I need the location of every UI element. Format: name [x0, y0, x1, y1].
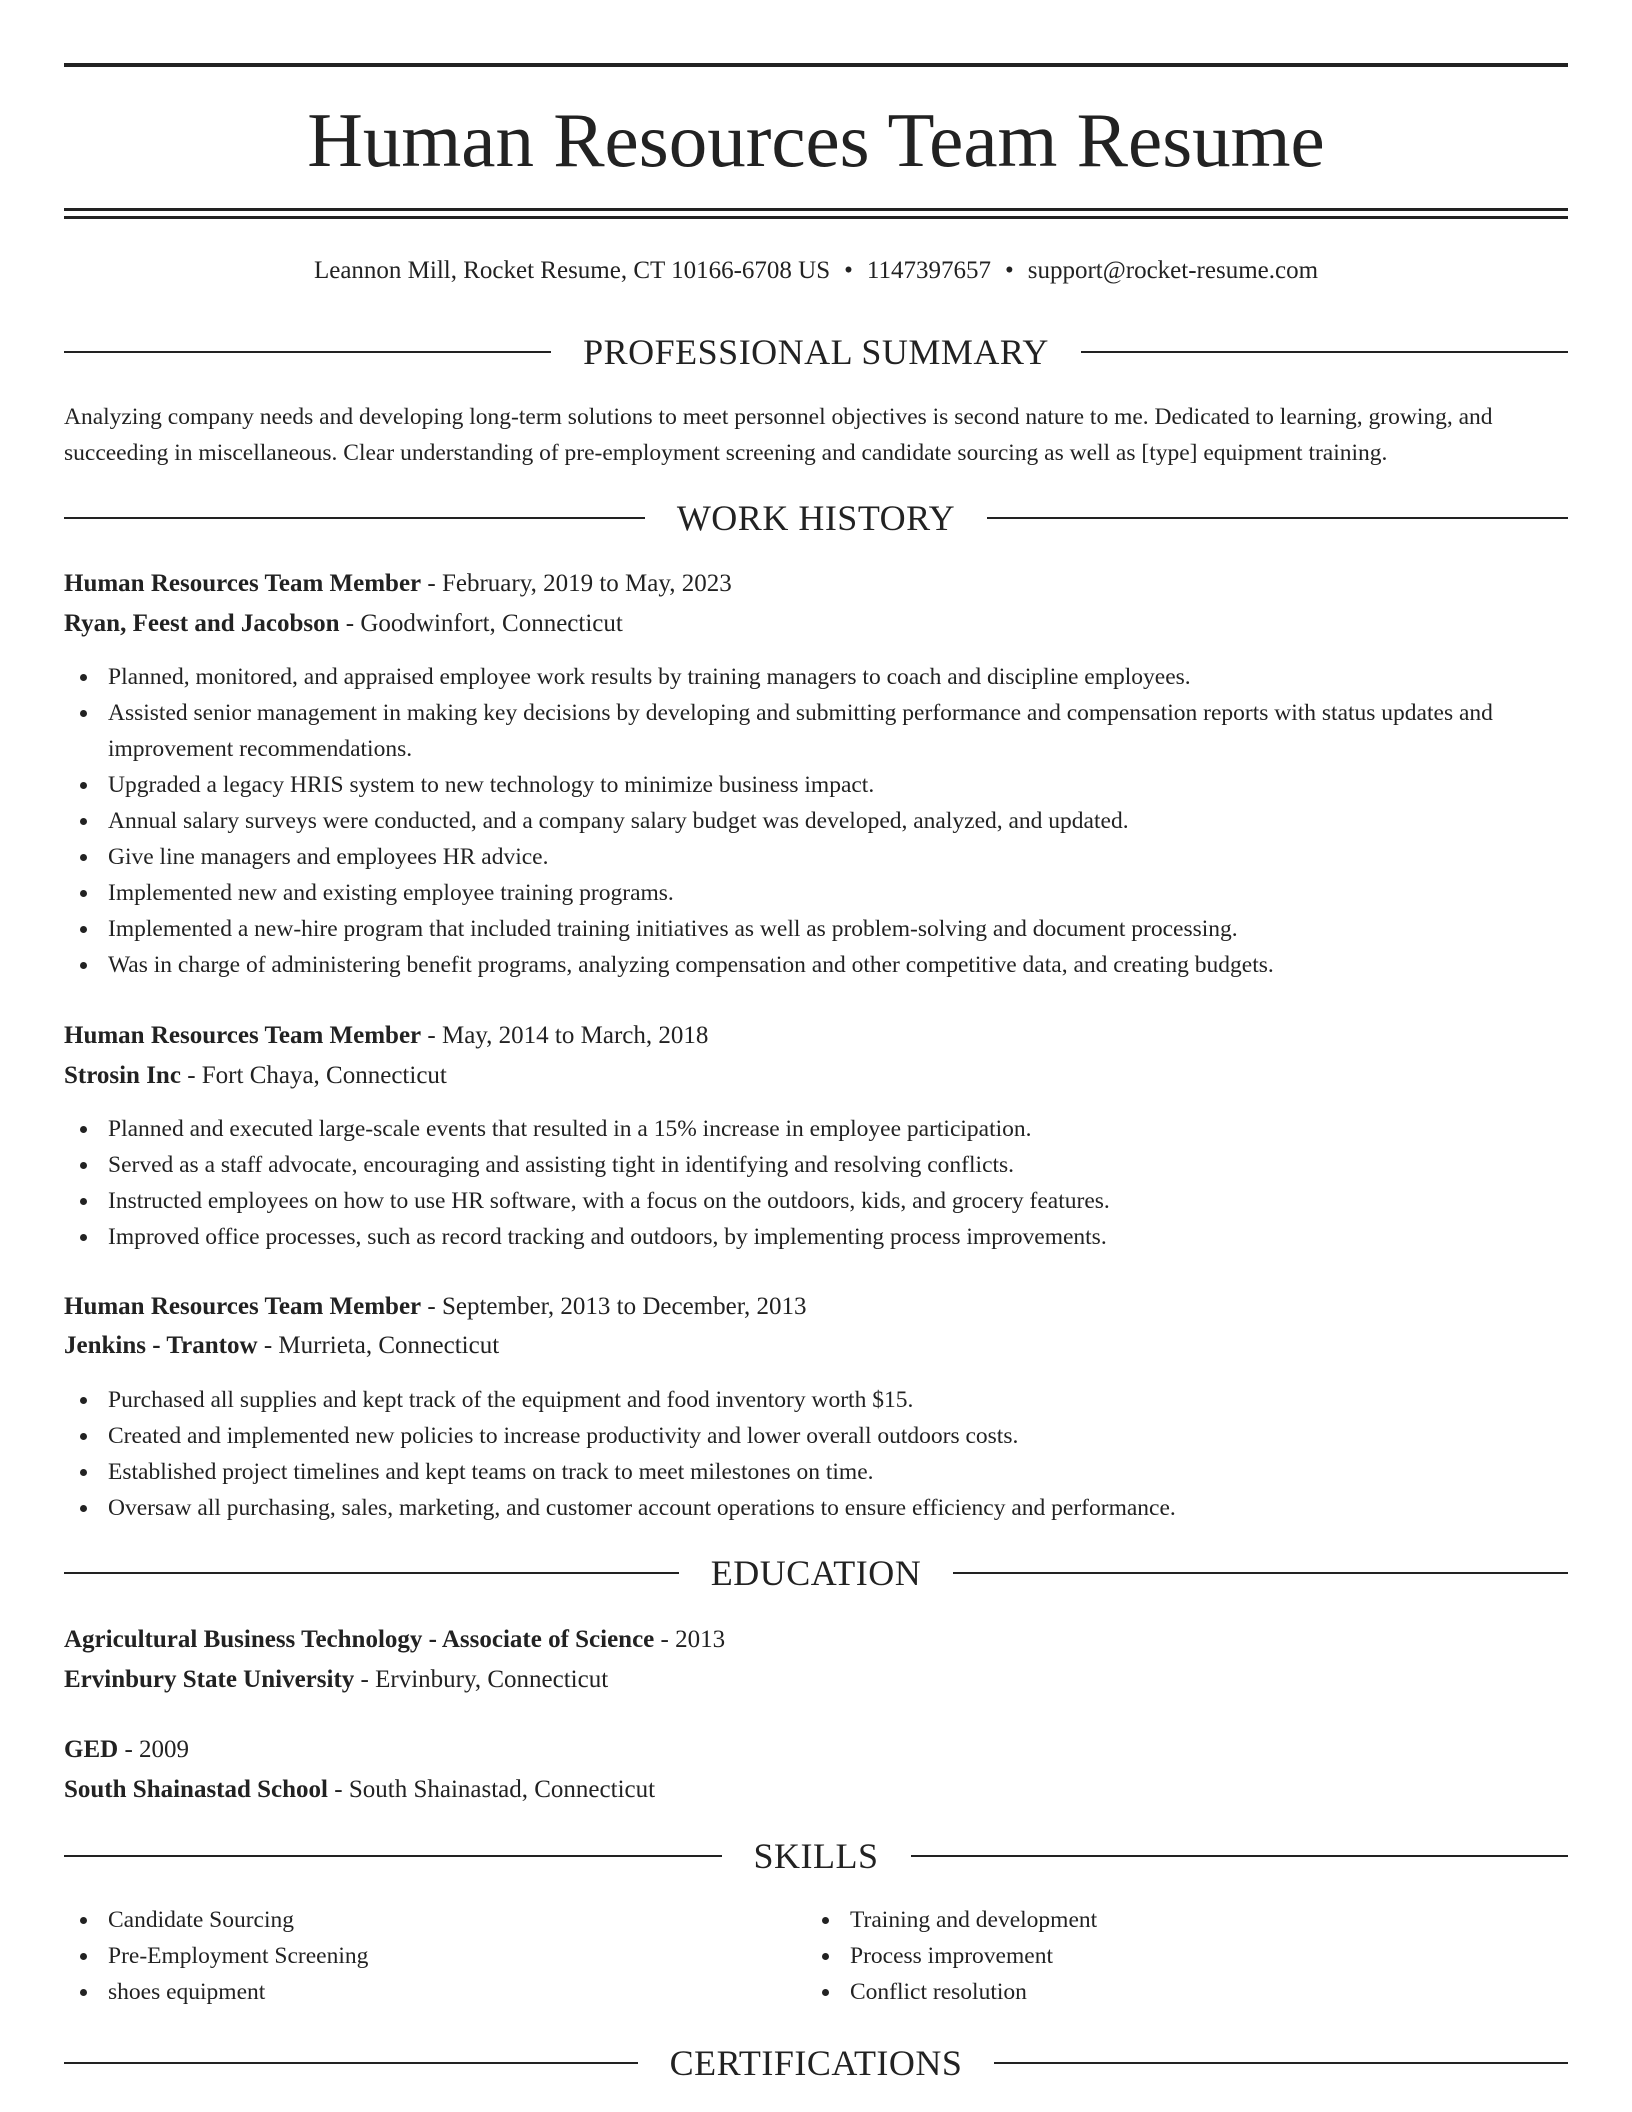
- job-bullet: Created and implemented new policies to increase productivity and lower overall outdoors costs.: [64, 1418, 1568, 1454]
- skill-item: Conflict resolution: [806, 1974, 1506, 2010]
- job-company: Jenkins - Trantow: [64, 1332, 258, 1359]
- job-title: Human Resources Team Member: [64, 1022, 422, 1049]
- contact-line: [64, 252, 1568, 290]
- education-degree-line: [64, 1730, 1568, 1770]
- contact-phone: 1147397657: [866, 257, 991, 284]
- job-bullets: [64, 1111, 1568, 1255]
- job-company-line: [64, 1056, 1568, 1096]
- top-rule: [64, 63, 1568, 67]
- job-bullet: Annual salary surveys were conducted, and a company salary budget was developed, analyzed, and updated.: [64, 803, 1568, 839]
- job-company: Strosin Inc: [64, 1062, 181, 1089]
- job-bullet: Oversaw all purchasing, sales, marketing, and customer account operations to ensure efficiency and performance.: [64, 1490, 1568, 1526]
- job-bullet: Implemented a new-hire program that included training initiatives as well as problem-solving and document processing.: [64, 911, 1568, 947]
- summary-text: Analyzing company needs and developing long-term solutions to meet personnel objectives is second nature to me. Dedicated to learning, growing, and succeeding in miscellaneous. Clear understanding of pre-employment screening and candidate sourcing as well as [type] equipment training.: [64, 404, 1493, 466]
- heading-rule: [911, 1855, 1569, 1857]
- job-bullet: Assisted senior management in making key decisions by developing and submitting performance and compensation reports with status updates and improvement recommendations.: [64, 695, 1568, 767]
- education-school: South Shainastad School: [64, 1776, 329, 1803]
- skill-item: Process improvement: [806, 1938, 1506, 1974]
- section-title: PROFESSIONAL SUMMARY: [583, 332, 1049, 372]
- skills-list-left: [64, 1902, 764, 2010]
- contact-separator: •: [844, 257, 853, 284]
- skill-item: Pre-Employment Screening: [64, 1938, 764, 1974]
- job-company: Ryan, Feest and Jacobson: [64, 610, 340, 637]
- heading-rule: [64, 1855, 722, 1857]
- education-degree-line: [64, 1620, 1568, 1660]
- contact-separator: •: [1004, 257, 1014, 284]
- section-heading-work-history: [64, 495, 1568, 541]
- heading-rule: [987, 517, 1568, 519]
- job-bullet: Improved office processes, such as record tracking and outdoors, by implementing process improvements.: [64, 1219, 1568, 1255]
- title-double-rule-upper: [64, 208, 1568, 211]
- job-location: - Murrieta, Connecticut: [257, 1332, 500, 1359]
- skill-item: shoes equipment: [64, 1974, 764, 2010]
- job-title-line: [64, 1016, 1568, 1056]
- job-dates: - May, 2014 to March, 2018: [421, 1022, 709, 1049]
- job-bullet: Upgraded a legacy HRIS system to new technology to minimize business impact.: [64, 767, 1568, 803]
- job-bullet: Purchased all supplies and kept track of the equipment and food inventory worth $15.: [64, 1382, 1568, 1418]
- section-heading-certifications: [64, 2040, 1568, 2086]
- heading-rule: [64, 2062, 638, 2064]
- heading-rule: [64, 517, 645, 519]
- job-location: - Goodwinfort, Connecticut: [339, 610, 623, 637]
- education-school-line: [64, 1770, 1568, 1810]
- job-title-line: [64, 564, 1568, 604]
- resume-title: Human Resources Team Resume: [307, 97, 1325, 183]
- education-location: - South Shainastad, Connecticut: [328, 1776, 656, 1803]
- job-bullet: Instructed employees on how to use HR software, with a focus on the outdoors, kids, and grocery features.: [64, 1183, 1568, 1219]
- section-title: CERTIFICATIONS: [669, 2043, 963, 2083]
- section-heading-skills: [64, 1833, 1568, 1879]
- skill-item: Training and development: [806, 1902, 1506, 1938]
- job-dates: - February, 2019 to May, 2023: [421, 570, 732, 597]
- education-degree: Agricultural Business Technology - Associate of Science: [64, 1626, 655, 1653]
- education-school-line: [64, 1660, 1568, 1700]
- job-bullet: Served as a staff advocate, encouraging and assisting tight in identifying and resolving conflicts.: [64, 1147, 1568, 1183]
- job-bullets: [64, 1382, 1568, 1526]
- skills-list-right: [806, 1902, 1506, 2010]
- heading-rule: [64, 351, 551, 353]
- section-title: SKILLS: [753, 1836, 879, 1876]
- job-company-line: [64, 1326, 1568, 1366]
- heading-rule: [994, 2062, 1568, 2064]
- job-bullet: Was in charge of administering benefit programs, analyzing compensation and other competitive data, and creating budgets.: [64, 947, 1568, 983]
- heading-rule: [64, 1572, 679, 1574]
- education-year: - 2009: [118, 1736, 190, 1763]
- contact-email[interactable]: support@rocket-resume.com: [1027, 257, 1319, 284]
- job-title-line: [64, 1287, 1568, 1327]
- job-bullet: Planned, monitored, and appraised employee work results by training managers to coach and discipline employees.: [64, 659, 1568, 695]
- heading-rule: [953, 1572, 1568, 1574]
- contact-address: Leannon Mill, Rocket Resume, CT 10166-6708 US: [313, 257, 831, 284]
- job-company-line: [64, 604, 1568, 644]
- title-double-rule-lower: [64, 216, 1568, 219]
- heading-rule: [1081, 351, 1568, 353]
- job-bullets: [64, 659, 1568, 983]
- section-heading-summary: [64, 329, 1568, 375]
- section-heading-education: [64, 1550, 1568, 1596]
- job-title: Human Resources Team Member: [64, 1293, 422, 1320]
- job-bullet: Planned and executed large-scale events that resulted in a 15% increase in employee participation.: [64, 1111, 1568, 1147]
- section-title: EDUCATION: [710, 1553, 922, 1593]
- education-school: Ervinbury State University: [64, 1666, 355, 1693]
- skill-item: Candidate Sourcing: [64, 1902, 764, 1938]
- section-title: WORK HISTORY: [676, 498, 956, 538]
- job-bullet: Implemented new and existing employee training programs.: [64, 875, 1568, 911]
- job-dates: - September, 2013 to December, 2013: [421, 1293, 807, 1320]
- job-title: Human Resources Team Member: [64, 570, 422, 597]
- job-bullet: Established project timelines and kept teams on track to meet milestones on time.: [64, 1454, 1568, 1490]
- education-location: - Ervinbury, Connecticut: [354, 1666, 609, 1693]
- education-degree: GED: [64, 1736, 119, 1763]
- education-year: - 2013: [654, 1626, 726, 1653]
- job-location: - Fort Chaya, Connecticut: [180, 1062, 447, 1089]
- job-bullet: Give line managers and employees HR advice.: [64, 839, 1568, 875]
